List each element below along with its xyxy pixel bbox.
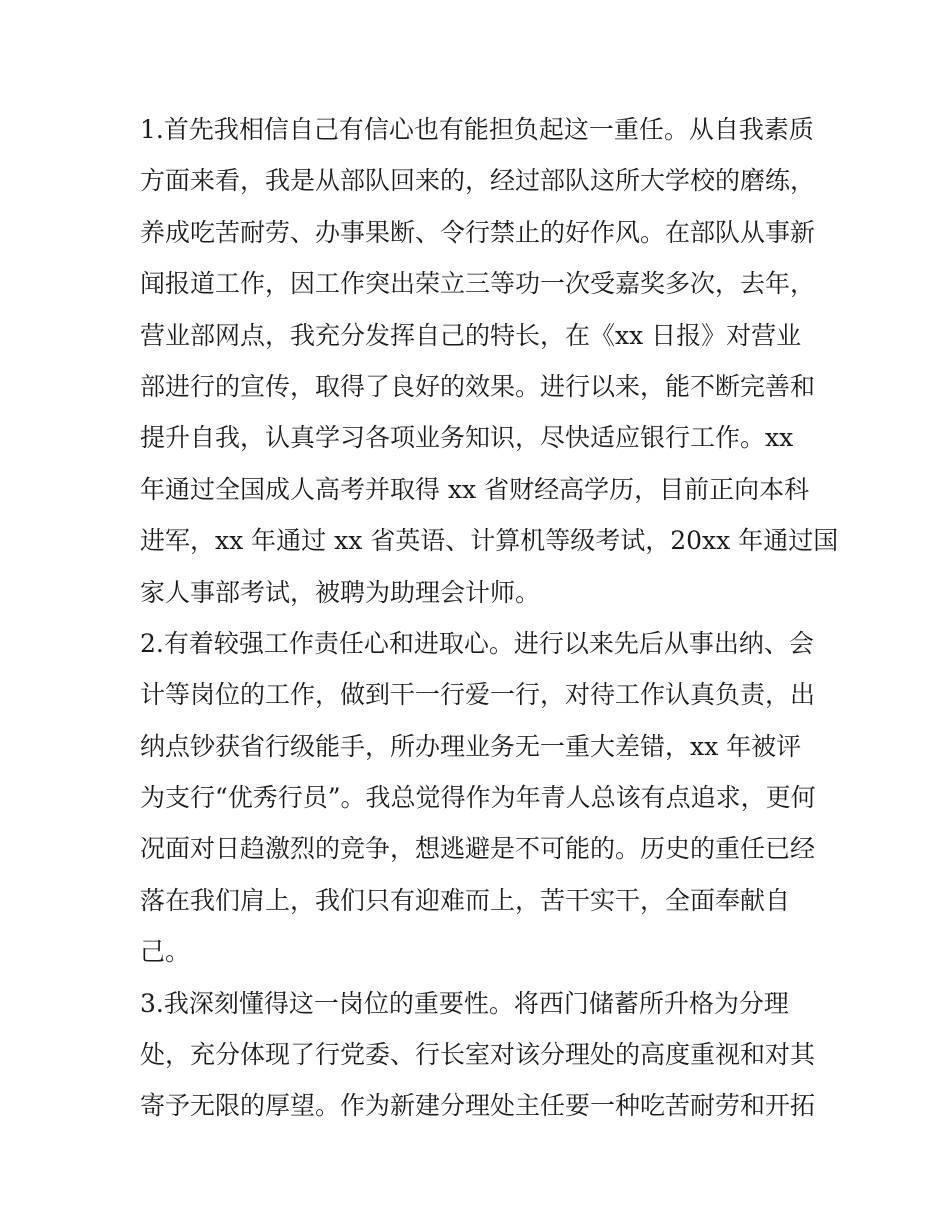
text-line: 提升自我，认真学习各项业务知识，尽快适应银行工作。xx [140,423,794,453]
text-line: 落在我们肩上，我们只有迎难而上，苦干实干，全面奉献自 [140,885,791,915]
text-line: 况面对日趋激烈的竞争，想逃避是不可能的。历史的重任已经 [140,834,816,864]
text-line: 营业部网点，我充分发挥自己的特长，在《xx 日报》对营业 [140,320,802,350]
text-line: 方面来看，我是从部队回来的，经过部队这所大学校的磨练， [140,166,816,196]
text-line: 处，充分体现了行党委、行长室对该分理处的高度重视和对其 [140,1040,816,1070]
text-line: 2.有着较强工作责任心和进取心。进行以来先后从事出纳、会 [140,628,814,658]
text-line: 寄予无限的厚望。作为新建分理处主任要一种吃苦耐劳和开拓 [140,1091,816,1121]
text-line: 纳点钞获省行级能手，所办理业务无一重大差错，xx 年被评 [140,731,802,761]
paragraph-2 [140,618,820,978]
text-line: 进军，xx 年通过 xx 省英语、计算机等级考试，20xx 年通过国 [140,526,839,556]
paragraph-1 [140,104,839,618]
text-line: 家人事部考试，被聘为助理会计师。 [140,577,541,607]
text-line: 己。 [140,937,191,967]
text-line: 年通过全国成人高考并取得 xx 省财经高学历，目前正向本科 [140,474,810,504]
text-line: 养成吃苦耐劳、办事果断、令行禁止的好作风。在部队从事新 [140,217,816,247]
text-line: 3.我深刻懂得这一岗位的重要性。将西门储蓄所升格为分理 [140,988,789,1018]
text-line: 部进行的宣传，取得了良好的效果。进行以来，能不断完善和 [140,371,816,401]
text-line: 为支行“优秀行员”。我总觉得作为年青人总该有点追求，更何 [140,783,816,813]
text-line: 计等岗位的工作，做到干一行爱一行，对待工作认真负责，出 [140,680,816,710]
text-line: 1.首先我相信自己有信心也有能担负起这一重任。从自我素质 [140,115,814,144]
paragraph-3 [140,978,820,1132]
document-body [140,104,839,1132]
text-line: 闻报道工作，因工作突出荣立三等功一次受嘉奖多次，去年， [140,269,816,299]
